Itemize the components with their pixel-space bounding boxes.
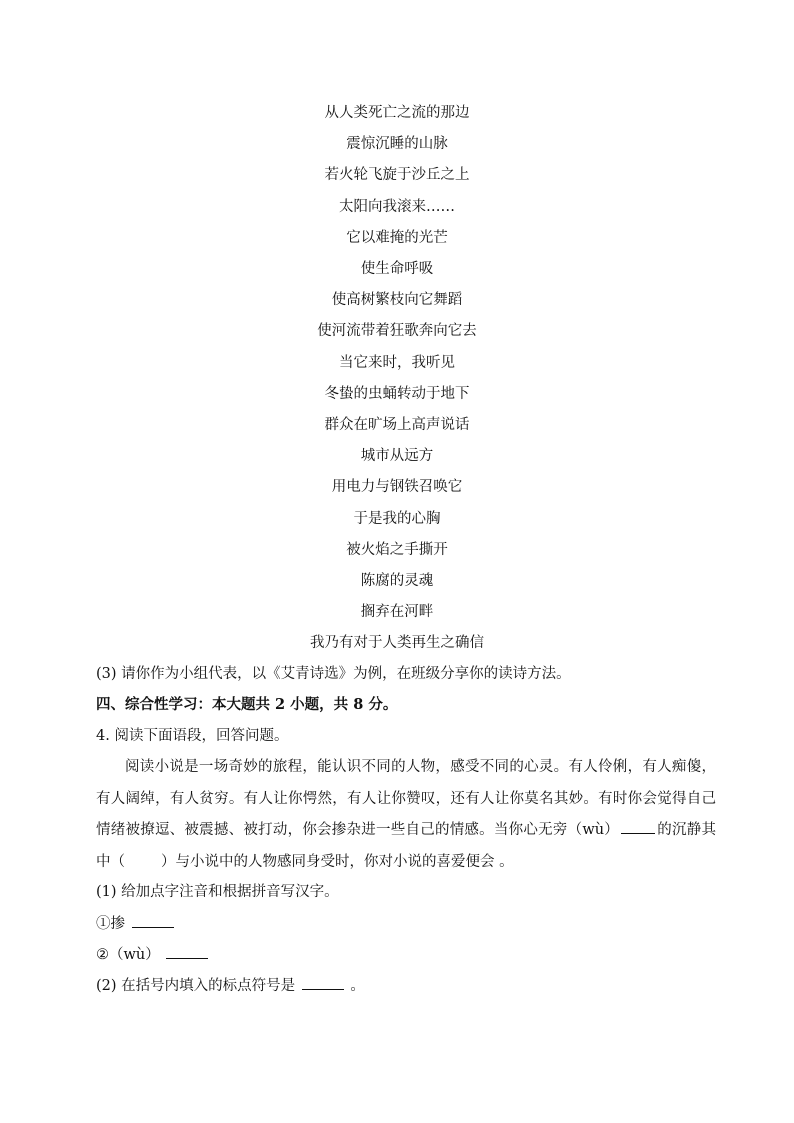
passage-part-1: 阅读小说是一场奇妙的旅程，能认识不同的人物，感受不同的心灵。有人伶俐，有人痴傻，有人阔绰，有人贫穷。有人让你愕然，有人让你赞叹，还有人让你莫名其妙。有时你会觉得自己情绪被撩逗、被震撼、被打动，你会掺杂进一些自己的情感。当你心无旁（wù） (96, 759, 716, 838)
poem-line: 它以难掩的光芒 (346, 229, 448, 246)
answer-blank-2[interactable] (166, 944, 208, 959)
answer-blank-3[interactable] (302, 975, 344, 990)
poem-line: 搁弃在河畔 (360, 604, 434, 621)
sub-question-1: (1) 给加点字注音和根据拼音写汉字。 (96, 884, 339, 900)
poem-line: 群众在旷场上高声说话 (324, 417, 470, 433)
sub-question-2-suffix: 。 (350, 978, 365, 994)
poem-line: 陈腐的灵魂 (360, 573, 434, 589)
poem-line: 若火轮飞旋于沙丘之上 (324, 167, 470, 184)
passage (96, 752, 716, 878)
poem-line: 从人类死亡之流的那边 (324, 105, 470, 121)
question-4-title: 4. 阅读下面语段，回答问题。 (96, 728, 289, 744)
poem-line: 使河流带着狂歌奔向它去 (317, 323, 477, 340)
item-2-label: ②（wù） (96, 947, 160, 963)
blank-wu[interactable] (621, 819, 655, 834)
poem-line: 当它来时，我听见 (339, 354, 455, 371)
sub-question-2 (96, 975, 736, 996)
poem-line: 太阳向我滚来…… (339, 198, 455, 215)
item-1-label: ①掺 (96, 916, 125, 932)
section-4-heading: 四、综合性学习：本大题共 2 小题，共 8 分。 (96, 696, 398, 713)
poem-line: 被火焰之手撕开 (346, 541, 448, 558)
item-2 (96, 944, 736, 965)
poem-line: 冬蛰的虫蛹转动于地下 (324, 385, 470, 402)
answer-blank-1[interactable] (132, 913, 174, 928)
sub-question-2-prefix: (2) 在括号内填入的标点符号是 (96, 978, 296, 994)
poem-line: 于是我的心胸 (353, 510, 441, 527)
poem-line: 我乃有对于人类再生之确信 (310, 635, 484, 652)
poem-line: 城市从远方 (360, 448, 434, 465)
poem-line: 使生命呼吸 (360, 261, 434, 277)
passage-part-3: ）与小说中的人物感同身受时，你对小说的喜爱便会 。 (161, 853, 514, 870)
passage-part-2: 的沉静其中（ (96, 822, 717, 870)
item-1 (96, 913, 736, 934)
question-3: (3) 请你作为小组代表，以《艾青诗选》为例，在班级分享你的读诗方法。 (96, 666, 571, 682)
poem-line: 用电力与钢铁召唤它 (331, 479, 463, 496)
poem-line: 震惊沉睡的山脉 (346, 136, 448, 153)
poem-line: 使高树繁枝向它舞蹈 (331, 292, 463, 309)
